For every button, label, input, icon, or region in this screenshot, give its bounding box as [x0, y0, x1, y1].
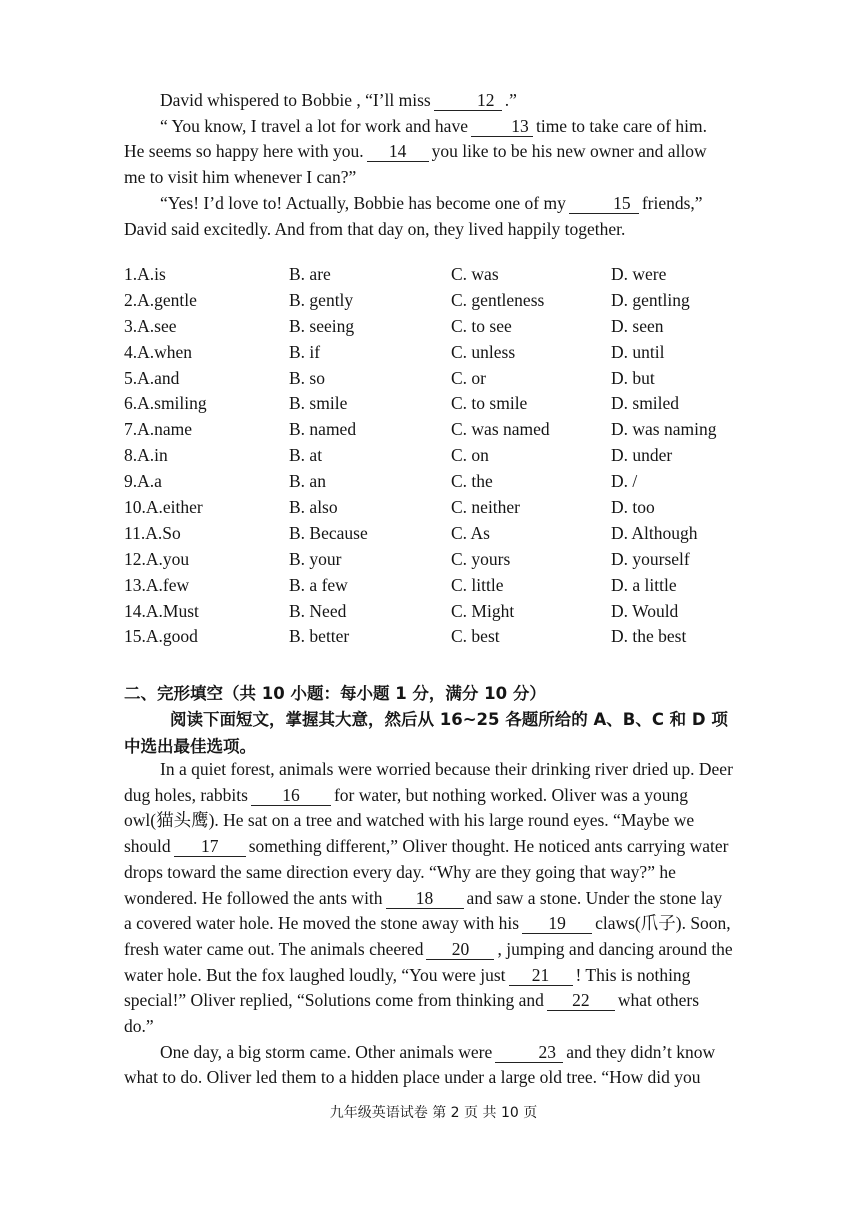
option-a: 3.A.see: [124, 315, 177, 336]
text: .”: [504, 90, 517, 110]
option-a: 2.A.gentle: [124, 289, 197, 310]
option-row: [124, 393, 764, 419]
text: wondered. He followed the ants with: [124, 887, 383, 908]
passage-line: me to visit him whenever I can?”: [124, 167, 357, 188]
section-instructions: [124, 706, 764, 760]
text: something different,” Oliver thought. He noticed ants carrying water: [248, 836, 729, 857]
instruction-line: 中选出最佳选项。: [124, 737, 256, 756]
option-row: [124, 264, 764, 290]
passage-line: In a quiet forest, animals were worried because their drinking river dried up. Deer: [160, 759, 733, 779]
option-d: D. but: [611, 367, 655, 388]
option-a: 10.A.either: [124, 497, 203, 518]
option-b: B. smile: [289, 393, 348, 414]
option-a: 13.A.few: [124, 574, 190, 595]
answer-blank: 13: [471, 116, 533, 137]
option-d: D. a little: [611, 574, 677, 595]
text: dug holes, rabbits: [124, 784, 248, 805]
option-a: 14.A.Must: [124, 600, 199, 621]
option-row: [124, 549, 764, 575]
answer-blank: 19: [522, 913, 592, 934]
option-b: B. an: [289, 471, 326, 492]
option-a: 12.A.you: [124, 548, 190, 569]
passage-line: do.”: [124, 1016, 154, 1037]
passage-line: [124, 911, 774, 937]
text: water hole. But the fox laughed loudly, “You were just: [124, 964, 506, 985]
answer-blank: 16: [251, 785, 331, 806]
option-b: B. so: [289, 367, 325, 388]
option-d: D. was naming: [611, 419, 717, 440]
option-d: D. yourself: [611, 548, 690, 569]
option-d: D. under: [611, 445, 673, 466]
text: David whispered to Bobbie , “I’ll miss: [160, 90, 431, 110]
option-row: [124, 419, 764, 445]
option-c: C. yours: [451, 548, 511, 569]
option-c: C. neither: [451, 497, 521, 518]
option-c: C. on: [451, 445, 489, 466]
option-d: D. too: [611, 497, 655, 518]
option-b: B. are: [289, 264, 331, 284]
option-d: D. Would: [611, 600, 679, 621]
option-a: 4.A.when: [124, 341, 193, 362]
text: time to take care of him.: [535, 115, 708, 136]
option-c: C. or: [451, 367, 486, 388]
text: , jumping and dancing around the: [497, 938, 733, 959]
option-d: D. Although: [611, 522, 698, 543]
option-c: C. Might: [451, 600, 515, 621]
option-row: [124, 626, 764, 652]
option-b: B. if: [289, 341, 321, 362]
answer-options-list: [124, 264, 764, 652]
option-d: D. gentling: [611, 289, 690, 310]
option-b: B. Need: [289, 600, 347, 621]
option-row: [124, 497, 764, 523]
page-footer: 九年级英语试卷 第 2 页 共 10 页: [329, 1105, 538, 1121]
option-row: [124, 445, 764, 471]
answer-blank: 20: [426, 939, 494, 960]
passage-line: [124, 963, 774, 989]
option-b: B. Because: [289, 522, 368, 543]
option-a: 5.A.and: [124, 367, 180, 388]
option-row: [124, 575, 764, 601]
option-c: C. to see: [451, 315, 512, 336]
option-row: [124, 342, 764, 368]
option-a: 9.A.a: [124, 471, 162, 492]
option-d: D. /: [611, 471, 638, 492]
answer-blank: 21: [509, 965, 573, 986]
option-d: D. seen: [611, 315, 664, 336]
option-d: D. the best: [611, 626, 687, 647]
passage-line: [124, 139, 774, 165]
text: for water, but nothing worked. Oliver was a young: [333, 784, 689, 805]
passage-line: [124, 783, 774, 809]
passage-line: [124, 834, 774, 860]
option-row: [124, 601, 764, 627]
option-row: [124, 471, 764, 497]
text: should: [124, 836, 171, 857]
passage-one-ending: [124, 88, 774, 242]
option-a: 6.A.smiling: [124, 393, 207, 414]
option-b: B. better: [289, 626, 350, 647]
text: ! This is nothing: [575, 964, 691, 985]
passage-line: [124, 988, 774, 1014]
passage-line: David said excitedly. And from that day on, they lived happily together.: [124, 218, 626, 239]
option-row: [124, 368, 764, 394]
section-heading: 二、完形填空（共 10 小题：每小题 1 分，满分 10 分）: [124, 684, 546, 703]
option-d: D. smiled: [611, 393, 680, 414]
passage-line: [124, 88, 774, 114]
text: special!” Oliver replied, “Solutions come from thinking and: [124, 990, 544, 1011]
option-a: 15.A.good: [124, 626, 198, 647]
option-c: C. to smile: [451, 393, 528, 414]
passage-line: [124, 114, 774, 140]
passage-line: [124, 191, 774, 217]
option-row: [124, 290, 764, 316]
option-b: B. at: [289, 445, 323, 466]
text: One day, a big storm came. Other animals were: [160, 1041, 493, 1062]
answer-blank: 22: [547, 990, 615, 1011]
option-b: B. also: [289, 497, 338, 518]
text: He seems so happy here with you.: [124, 141, 364, 162]
option-d: D. were: [611, 264, 667, 284]
option-c: C. best: [451, 626, 500, 647]
option-c: C. unless: [451, 341, 516, 362]
option-b: B. seeing: [289, 315, 355, 336]
option-a: 8.A.in: [124, 445, 168, 466]
option-c: C. As: [451, 522, 490, 543]
option-row: [124, 523, 764, 549]
passage-line: [124, 1040, 774, 1066]
option-row: [124, 316, 764, 342]
answer-blank: 23: [495, 1042, 563, 1063]
passage-line: what to do. Oliver led them to a hidden place under a large old tree. “How did you: [124, 1067, 701, 1088]
passage-line: [124, 886, 774, 912]
option-c: C. the: [451, 471, 493, 492]
answer-blank: 18: [386, 888, 464, 909]
answer-blank: 15: [569, 193, 639, 214]
option-b: B. named: [289, 419, 357, 440]
answer-blank: 14: [367, 141, 429, 162]
passage-two: [124, 757, 774, 1091]
text: a covered water hole. He moved the stone away with his: [124, 913, 520, 934]
text: “Yes! I’d love to! Actually, Bobbie has become one of my: [160, 192, 566, 213]
option-c: C. was: [451, 264, 499, 284]
text: claws(爪子). Soon,: [595, 913, 731, 934]
text: and they didn’t know: [566, 1041, 716, 1062]
text: fresh water came out. The animals cheered: [124, 938, 424, 959]
text: “ You know, I travel a lot for work and have: [160, 115, 468, 136]
text: and saw a stone. Under the stone lay: [466, 887, 723, 908]
answer-blank: 12: [434, 90, 502, 111]
passage-line: drops toward the same direction every day. “Why are they going that way?” he: [124, 861, 676, 882]
option-c: C. gentleness: [451, 289, 545, 310]
instruction-line: 阅读下面短文，掌握其大意，然后从 16~25 各题所给的 A、B、C 和 D 项: [170, 710, 728, 729]
option-a: 11.A.So: [124, 522, 181, 543]
option-b: B. gently: [289, 289, 354, 310]
option-d: D. until: [611, 341, 665, 362]
passage-line: owl(猫头鹰). He sat on a tree and watched with his large round eyes. “Maybe we: [124, 810, 695, 831]
answer-blank: 17: [174, 836, 246, 857]
text: you like to be his new owner and allow: [431, 141, 707, 162]
option-a: 7.A.name: [124, 419, 193, 440]
text: friends,”: [641, 192, 703, 213]
option-a: 1.A.is: [124, 264, 166, 284]
passage-line: [124, 937, 774, 963]
option-b: B. your: [289, 548, 342, 569]
text: what others: [617, 990, 700, 1011]
option-b: B. a few: [289, 574, 348, 595]
option-c: C. was named: [451, 419, 550, 440]
option-c: C. little: [451, 574, 504, 595]
